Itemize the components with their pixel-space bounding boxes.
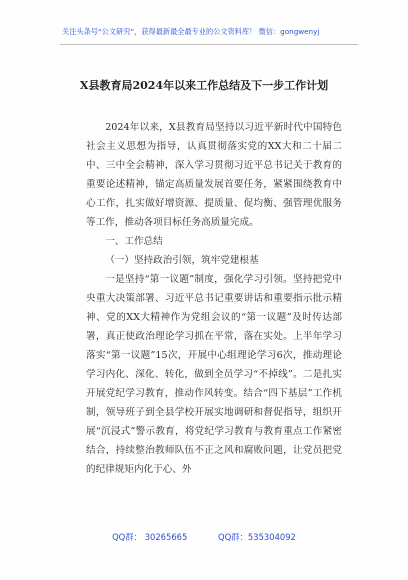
document-body	[86, 118, 342, 479]
footer-qq-groups	[0, 531, 408, 543]
footer-qq-right: QQ群：535304092	[218, 532, 296, 542]
intro-paragraph: 2024年以来，X县教育局坚持以习近平新时代中国特色社会主义思想为指导，认真贯彻落实党的XX大和二十届二中、三中全会精神，深入学习贯彻习近平总书记关于教育的重要论述精神，锚定高质量发展首要任务，紧紧围绕教育中心工作，扎实做好增资源、提质量、促均衡、强管理优服务等工作，推动各项目标任务高质量完成。	[86, 122, 342, 228]
header-divider	[60, 44, 358, 45]
body-paragraph: 一是坚持“第一议题”制度，强化学习引领。坚持把党中央重大决策部署、习近平总书记重要讲话和重要指示批示精神、党的XX大精神作为党组会议的“第一议题”及时传达部署，真正使政治理论学习抓在平常，落在实处。上半年学习落实“第一议题”15次，开展中心组理论学习6次，推动理论学习内化、深化、转化，做到全员学习“不掉线”。二是扎实开展党纪学习教育，推动作风转变。结合“四下基层”工作机制，领导班子到全县学校开展实地调研和督促指导，组织开展“沉浸式”警示教育，将党纪学习教育与教育重点工作紧密结合，持续整治教师队伍不正之风和腐败问题，让党员把党的纪律规矩内化于心、外	[86, 274, 342, 475]
header-banner: 关注头条号“公文研究”，获得最新最全最专业的公文资料库！ 微信：gongwenyj	[62, 27, 320, 36]
footer-qq-left: QQ群： 30265665	[112, 532, 188, 542]
document-title: X县教育局2024年以来工作总结及下一步工作计划	[79, 79, 329, 92]
subsection-heading: （一）坚持政治引领，筑牢党建根基	[105, 255, 259, 266]
section-heading: 一、工作总结	[105, 236, 163, 247]
